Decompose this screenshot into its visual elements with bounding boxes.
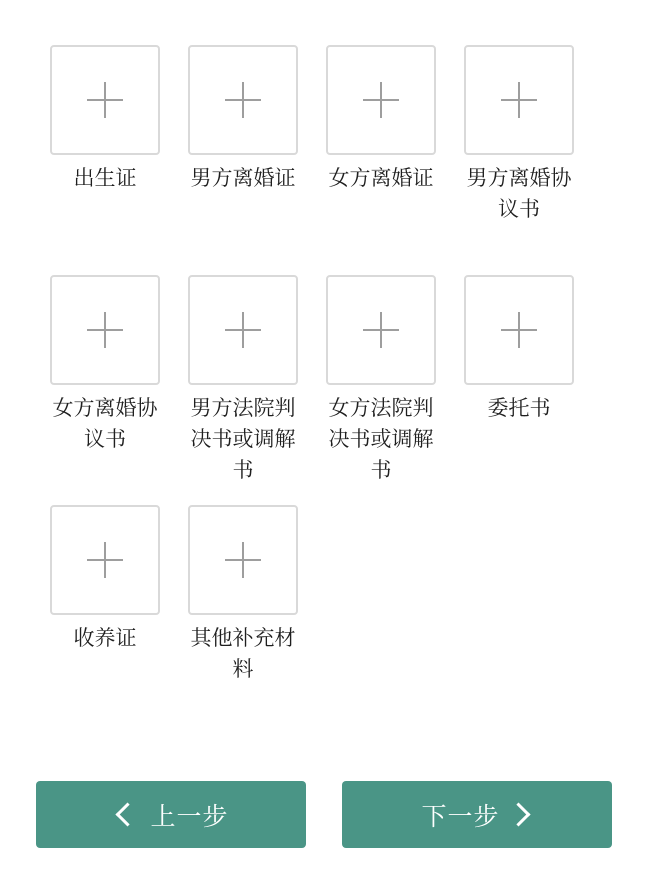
upload-box-female-court-judgment[interactable] [326, 275, 436, 385]
upload-item-female-court-judgment [325, 275, 437, 486]
upload-item-other-materials [187, 505, 299, 685]
next-step-label: 下一步 [421, 801, 500, 831]
upload-label: 女方法院判决书或调解书 [328, 396, 434, 482]
upload-box-female-divorce-certificate[interactable] [326, 45, 436, 155]
upload-label: 女方离婚证 [328, 166, 434, 190]
plus-icon [225, 312, 261, 348]
upload-item-female-divorce-certificate [325, 45, 437, 194]
plus-icon [87, 82, 123, 118]
plus-icon [501, 82, 537, 118]
upload-box-male-court-judgment[interactable] [188, 275, 298, 385]
chevron-left-icon [116, 802, 140, 826]
upload-label: 男方离婚协议书 [466, 166, 572, 221]
upload-item-birth-certificate [49, 45, 161, 194]
chevron-right-icon [506, 802, 530, 826]
upload-item-male-divorce-agreement [463, 45, 575, 225]
upload-label: 委托书 [487, 396, 551, 420]
plus-icon [225, 542, 261, 578]
upload-box-power-of-attorney[interactable] [464, 275, 574, 385]
upload-box-other-materials[interactable] [188, 505, 298, 615]
plus-icon [87, 542, 123, 578]
plus-icon [501, 312, 537, 348]
upload-box-adoption-certificate[interactable] [50, 505, 160, 615]
upload-item-male-divorce-certificate [187, 45, 299, 194]
upload-label: 男方法院判决书或调解书 [190, 396, 296, 482]
plus-icon [363, 312, 399, 348]
upload-item-female-divorce-agreement [49, 275, 161, 455]
upload-box-male-divorce-agreement[interactable] [464, 45, 574, 155]
upload-label: 出生证 [73, 166, 137, 190]
upload-item-power-of-attorney [463, 275, 575, 424]
upload-box-birth-certificate[interactable] [50, 45, 160, 155]
upload-label: 收养证 [73, 626, 137, 650]
upload-label: 女方离婚协议书 [52, 396, 158, 451]
prev-step-label: 上一步 [150, 801, 229, 831]
upload-box-female-divorce-agreement[interactable] [50, 275, 160, 385]
upload-box-male-divorce-certificate[interactable] [188, 45, 298, 155]
upload-label: 其他补充材料 [190, 626, 296, 681]
next-step-button[interactable] [342, 781, 612, 848]
plus-icon [363, 82, 399, 118]
upload-label: 男方离婚证 [190, 166, 296, 190]
plus-icon [87, 312, 123, 348]
prev-step-button[interactable] [36, 781, 306, 848]
upload-item-male-court-judgment [187, 275, 299, 486]
plus-icon [225, 82, 261, 118]
upload-item-adoption-certificate [49, 505, 161, 654]
